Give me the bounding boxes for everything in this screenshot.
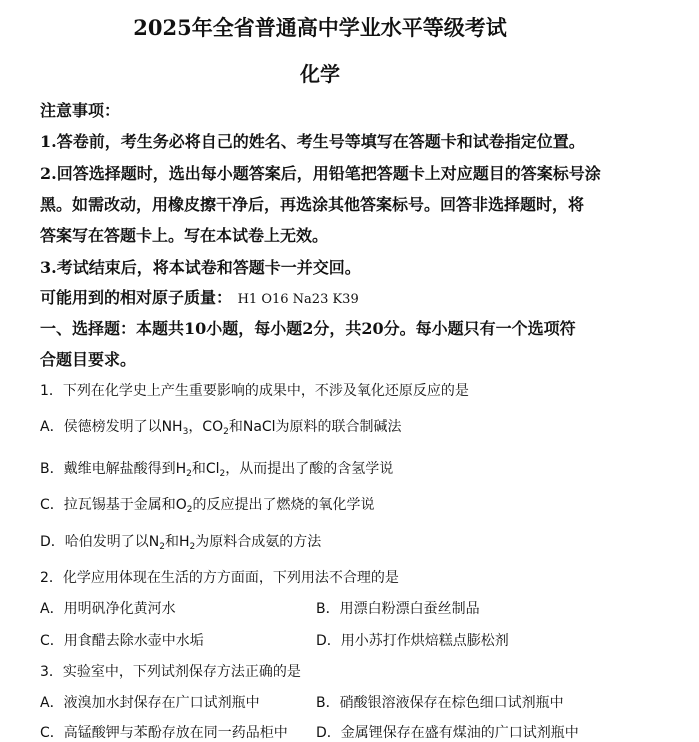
option-text: 和H: [165, 534, 190, 550]
option-text: C．拉瓦锡基于金属和O: [40, 497, 187, 513]
subscript: 2: [186, 505, 193, 515]
option-text: 为原料合成氨的方法: [195, 534, 322, 550]
option-text: ，从而提出了酸的含氢学说: [225, 461, 394, 477]
option-text: 和NaCl为原料的联合制碱法: [228, 419, 402, 435]
option-text: B．戴维电解盐酸得到H: [40, 461, 187, 477]
option-text: 和Cl: [191, 461, 220, 477]
notes-heading: 注意事项：: [40, 101, 121, 120]
atomic-mass-line: [40, 285, 359, 308]
question-1-stem: 1．下列在化学史上产生重要影响的成果中，不涉及氧化还原反应的是: [40, 383, 469, 399]
section-1-heading-line-2: 合题目要求。: [40, 350, 137, 369]
question-2-option-d: D．用小苏打作烘焙糕点膨松剂: [316, 633, 509, 649]
question-3-option-a: A．液溴加水封保存在广口试剂瓶中: [40, 695, 260, 711]
question-2-option-a: A．用明矾净化黄河水: [40, 601, 176, 617]
option-text: ，CO: [188, 419, 224, 435]
exam-title: 2025年全省普通高中学业水平等级考试: [133, 15, 507, 40]
note-2-line-2: 黑。如需改动，用橡皮擦干净后，再选涂其他答案标号。回答非选择题时，将: [40, 195, 585, 214]
subject-title: 化学: [300, 62, 340, 86]
subscript: 2: [219, 469, 226, 479]
subscript: 2: [189, 542, 196, 552]
note-3: 3.考试结束后，将本试卷和答题卡一并交回。: [40, 258, 361, 277]
question-1-option-a: [40, 416, 402, 437]
subscript: 3: [182, 427, 189, 437]
note-2-line-3: 答案写在答题卡上。写在本试卷上无效。: [40, 226, 329, 245]
question-1-option-b: [40, 458, 393, 479]
option-text: A．侯德榜发明了以NH: [40, 419, 183, 435]
subscript: 2: [186, 469, 192, 479]
question-2-option-c: C．用食醋去除水壶中水垢: [40, 633, 204, 649]
note-2-line-1: 2.回答选择题时，选出每小题答案后，用铅笔把答题卡上对应题目的答案标号涂: [40, 164, 601, 183]
atomic-mass-values: H1 O16 Na23 K39: [237, 292, 359, 307]
section-1-heading-line-1: 一、选择题：本题共10小题，每小题2分，共20分。每小题只有一个选项符: [40, 319, 576, 338]
question-2-stem: 2．化学应用体现在生活的方方面面，下列用法不合理的是: [40, 570, 399, 586]
question-3-stem: 3．实验室中，下列试剂保存方法正确的是: [40, 664, 301, 680]
question-3-option-d: D．金属锂保存在盛有煤油的广口试剂瓶中: [316, 725, 579, 741]
question-2-option-b: B．用漂白粉漂白蚕丝制品: [316, 601, 480, 617]
option-text: D．哈伯发明了以N: [40, 534, 160, 550]
note-1: 1.答卷前，考生务必将自己的姓名、考生号等填写在答题卡和试卷指定位置。: [40, 132, 585, 151]
subscript: 2: [223, 427, 229, 437]
subscript: 2: [159, 542, 165, 552]
question-1-option-c: [40, 494, 375, 515]
question-3-option-c: C．高锰酸钾与苯酚存放在同一药品柜中: [40, 725, 288, 741]
question-1-option-d: [40, 531, 321, 552]
option-text: 的反应提出了燃烧的氧化学说: [192, 497, 375, 513]
atomic-mass-label: 可能用到的相对原子质量：: [40, 288, 233, 307]
question-3-option-b: B．硝酸银溶液保存在棕色细口试剂瓶中: [316, 695, 564, 711]
